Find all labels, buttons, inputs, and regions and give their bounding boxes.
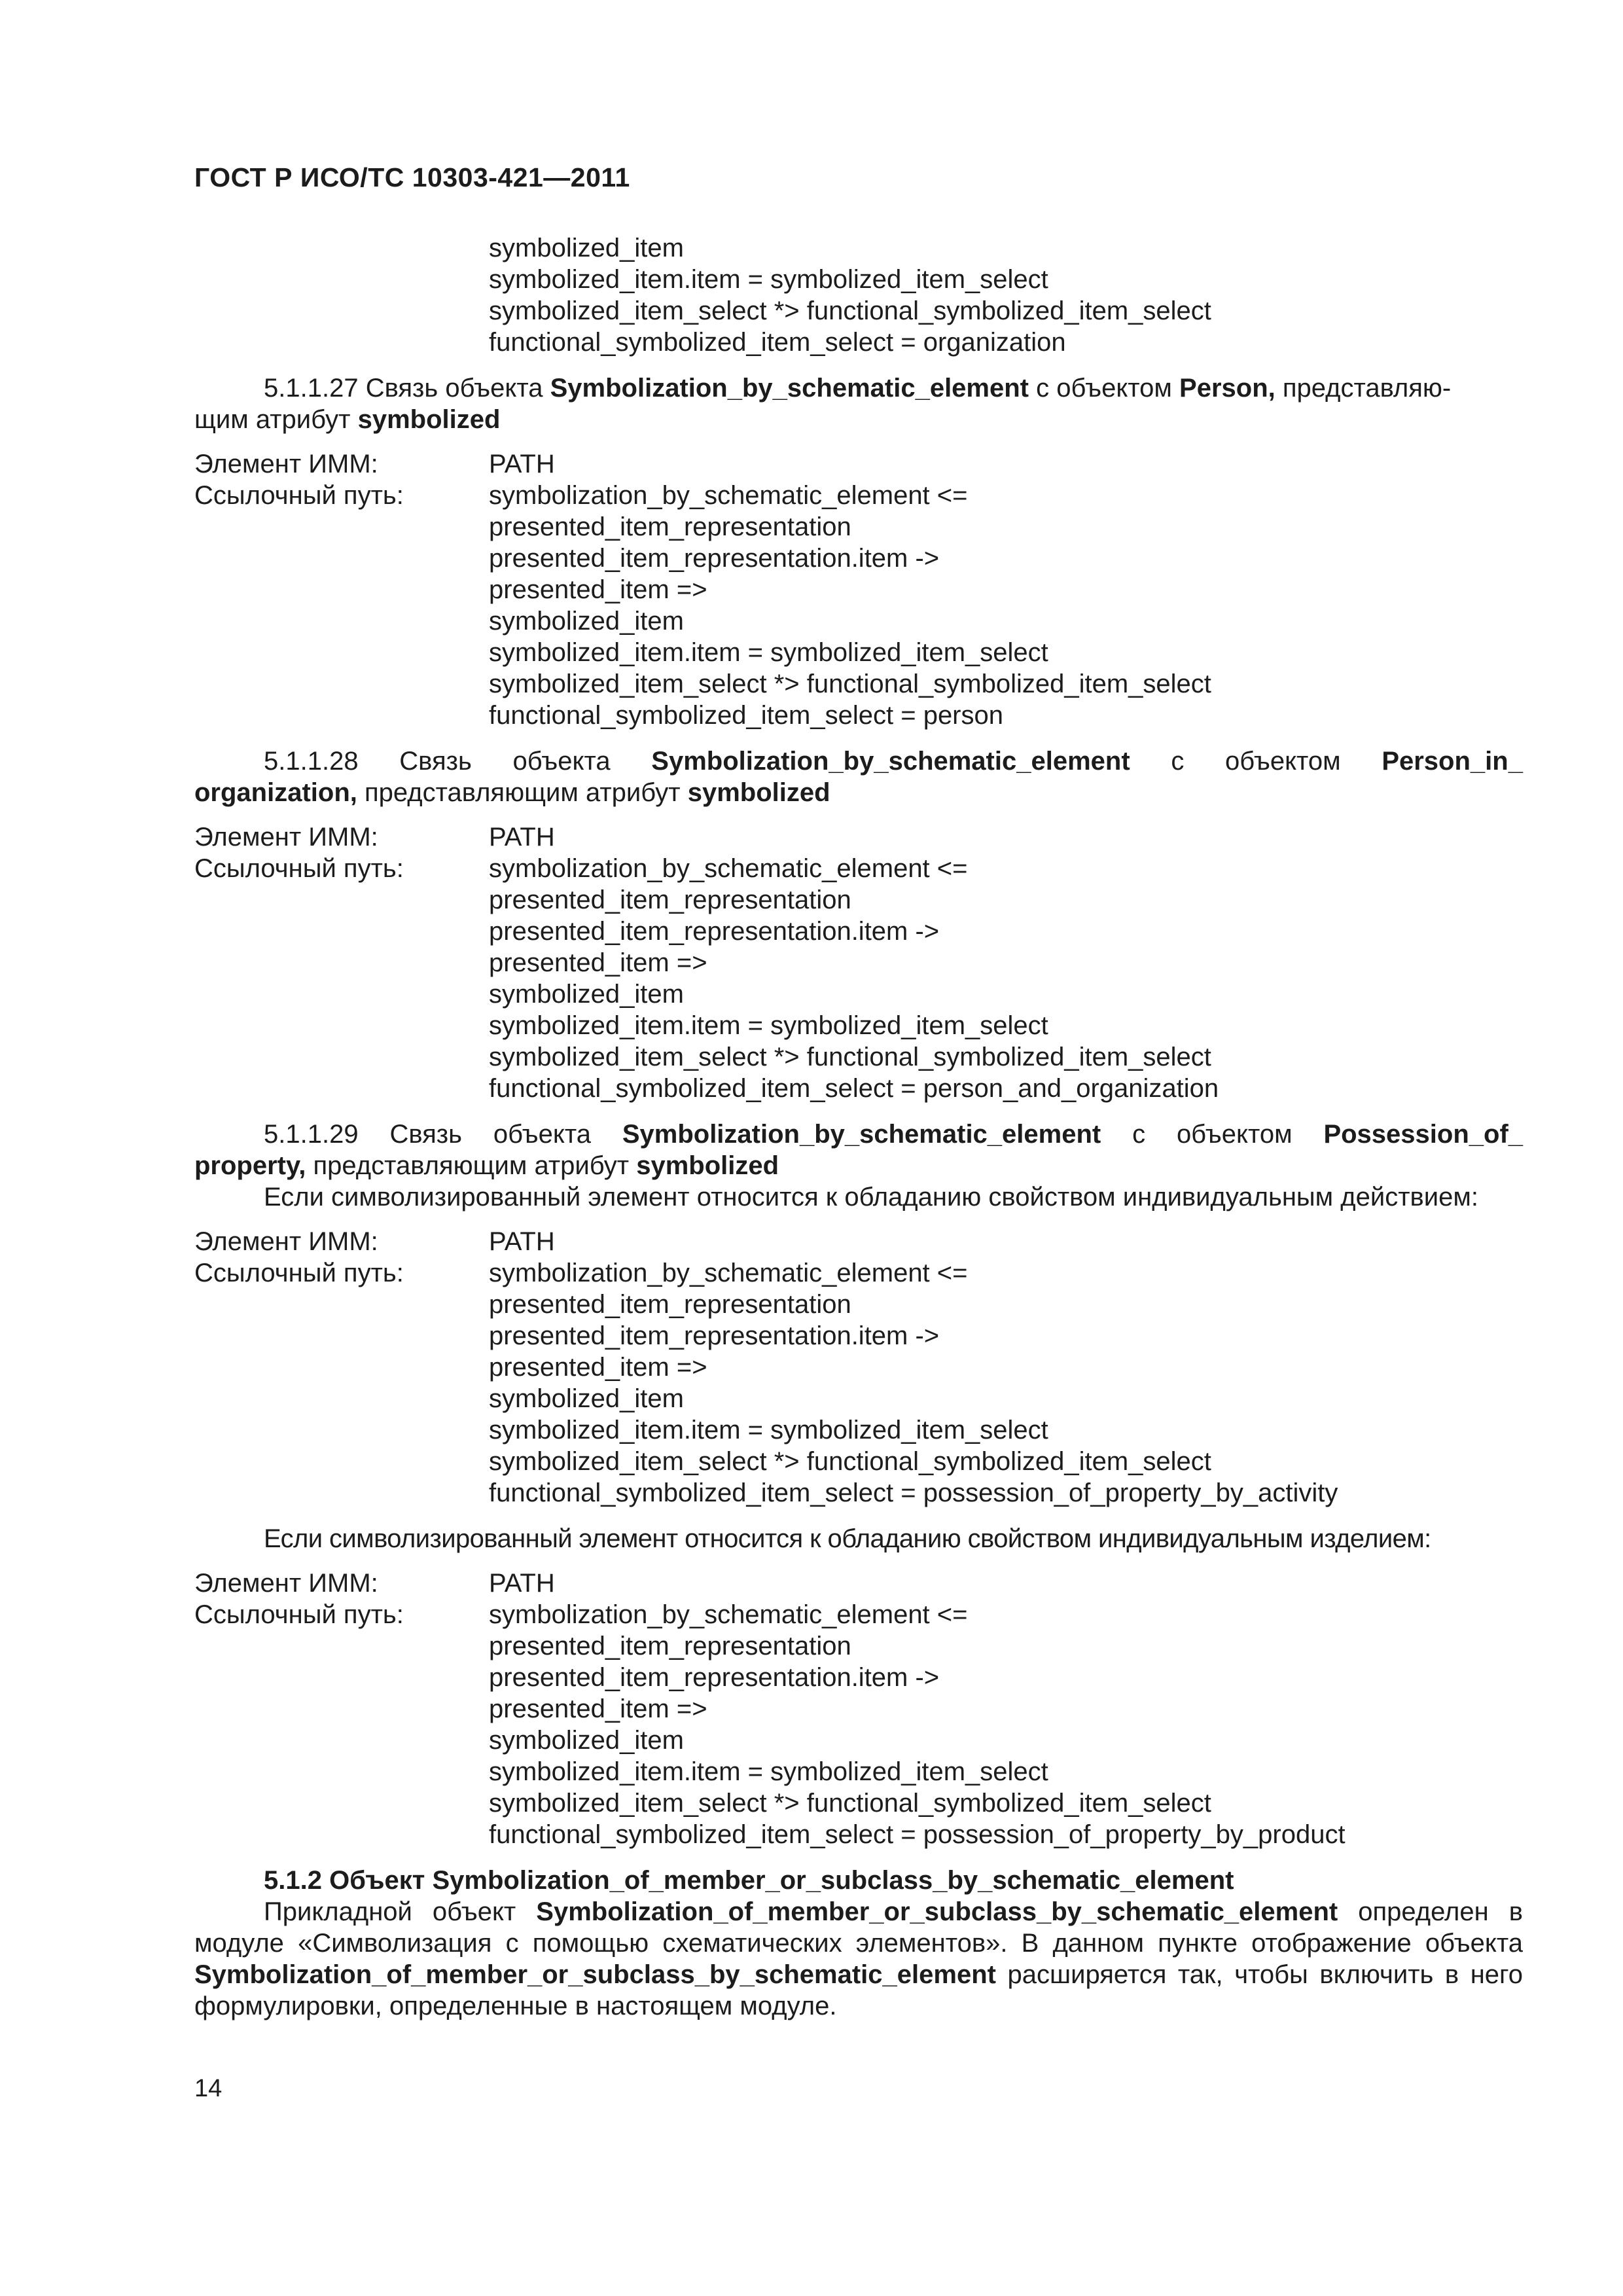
path-line: functional_symbolized_item_select = organization: [489, 328, 1066, 357]
path-line: functional_symbolized_item_select = possession_of_property_by_product: [489, 1820, 1346, 1849]
path-line: symbolized_item_select *> functional_symbolized_item_select: [489, 1447, 1211, 1476]
ref-path-label: Ссылочный путь:: [194, 481, 404, 510]
section-5-1-1-29-heading: 5.1.1.29 Связь объекта Symbolization_by_schematic_element с объектом Possession_of_: [264, 1120, 1524, 1149]
attribute-name: symbolized: [357, 405, 501, 434]
path-line: symbolized_item: [489, 1384, 684, 1413]
page-number: 14: [194, 2075, 223, 2102]
element-value: PATH: [489, 1227, 555, 1256]
element-label: Элемент ИММ:: [194, 1227, 378, 1256]
attribute-name: symbolized: [636, 1151, 779, 1180]
path-line: symbolized_item: [489, 980, 684, 1009]
entity-name: Person_in_: [1382, 747, 1523, 776]
ref-path-label: Ссылочный путь:: [194, 1600, 404, 1629]
mapping-table-27: [194, 448, 1523, 731]
path-line: presented_item =>: [489, 1695, 707, 1723]
element-label: Элемент ИММ:: [194, 1569, 378, 1598]
path-line: presented_item_representation.item ->: [489, 544, 940, 573]
path-line: functional_symbolized_item_select = person: [489, 701, 1003, 730]
path-line: symbolized_item: [489, 1726, 684, 1755]
path-line: presented_item_representation: [489, 1632, 851, 1660]
condition-note: Если символизированный элемент относится к обладанию свойством индивидуальным действием:: [264, 1183, 1478, 1211]
element-value: PATH: [489, 1569, 555, 1598]
entity-name: organization,: [194, 778, 357, 807]
entity-name: Person,: [1179, 374, 1275, 403]
path-line: symbolization_by_schematic_element <=: [489, 481, 968, 510]
page-content: symbolized_item symbolized_item.item = symbolized_item_select symbolized_item_select *> functional_symbolized_item_select functional_symbolized_item_select = organization 5.1.1.27 Связь объекта Symbolization_by_schematic_element с объектом Person, представляю- щим атрибут symbolized Элемент ИММ: PATH Ссылочный путь: symbolization_by_schematic_element <= presented_item_representation presented_item_representation.item -> presented_item => symbolized_item symbolized_item.item = symbolized_item_select symbolized_item_select *> functional_symbolized_item_select functional_symbolized_item_select = person 5.1.1.28 Связь объекта Symbolization_by_schematic_element с объектом Person_in_ organization, представляющим атрибут symbolized Элемент ИММ: PATH Ссылочный путь: symbolization_by_schematic_element <= presented_item_representation presented_item_representation.item -> presented_item => symbolized_item symbolized_item.item = symbolized_item_select symbolized_item_select *> functional_symbolized_item_select functional_symbolized_item_select = person_and_organization 5.1.1.29 Связь объекта Symbolization_by_schematic_element с объектом Possession_of_ property, представляющим атрибут symbolized Если символизированный элемент относится к обладанию свойством индивидуальным действием: Элемент ИММ: PATH Ссылочный путь: symbolization_by_schematic_element <= presented_item_representation presented_item_representation.item -> presented_item => symbolized_item symbolized_item.item = symbolized_item_select symbolized_item_select *> functional_symbolized_item_select functional_symbolized_item_select = possession_of_property_by_activity Если символизированный элемент относится к обладанию свойством индивидуальным изделием: Элемент ИММ: PATH Ссылочный путь: symbolization_by_schematic_element <= presented_item_representation presented_item_representation.item -> presented_item => symbolized_item symbolized_item.item = symbolized_item_select symbolized_item_select *> functional_symbolized_item_select functional_symbolized_item_select = possession_of_property_by_product 5.1.2 Объект Symbolization_of_member_or_subclass_by_schematic_element Прикладной объект Symbolization_of_member_or_subclass_by_schematic_element определен в модуле «Символизация с помощью схематических элементов». В данном пункте отображение объекта Symbolization_of_member_or_subclass_by_schematic_element расширяется так, чтобы включить в него формулировки, определенные в настоящем модуле.: [194, 234, 1524, 2020]
path-line: symbolized_item_select *> functional_symbolized_item_select: [489, 1789, 1211, 1818]
path-line: presented_item_representation: [489, 886, 851, 914]
path-line: presented_item_representation: [489, 512, 851, 541]
entity-name: Symbolization_by_schematic_element: [651, 747, 1130, 776]
path-line: presented_item =>: [489, 1353, 707, 1382]
path-line: presented_item_representation: [489, 1290, 851, 1319]
ref-path-label: Ссылочный путь:: [194, 1259, 404, 1287]
section-5-1-2-heading: 5.1.2 Объект Symbolization_of_member_or_subclass_by_schematic_element: [264, 1866, 1234, 1895]
path-line: presented_item =>: [489, 948, 707, 977]
entity-name: Possession_of_: [1323, 1120, 1524, 1149]
path-line: presented_item_representation.item ->: [489, 917, 940, 946]
path-line: symbolized_item: [489, 234, 684, 262]
path-line: functional_symbolized_item_select = possession_of_property_by_activity: [489, 1479, 1338, 1507]
entity-name: Symbolization_of_member_or_subclass_by_schematic_element: [536, 1897, 1338, 1926]
section-number: 5.1.1.29: [264, 1120, 359, 1149]
path-line: symbolization_by_schematic_element <=: [489, 1600, 968, 1629]
section-5-1-1-27-heading: 5.1.1.27 Связь объекта Symbolization_by_schematic_element с объектом Person, представляю-: [264, 374, 1452, 403]
element-value: PATH: [489, 450, 555, 478]
path-line: functional_symbolized_item_select = person_and_organization: [489, 1074, 1219, 1103]
path-line: symbolized_item_select *> functional_symbolized_item_select: [489, 296, 1211, 325]
mapping-table-29-activity: [194, 1226, 1523, 1509]
mapping-table-28: [194, 821, 1523, 1104]
section-number: 5.1.1.28: [264, 747, 359, 776]
element-value: PATH: [489, 823, 555, 852]
section-5-1-1-28-heading: 5.1.1.28 Связь объекта Symbolization_by_schematic_element с объектом Person_in_: [264, 747, 1523, 776]
entity-name: Symbolization_by_schematic_element: [622, 1120, 1101, 1149]
entity-name: Symbolization_by_schematic_element: [550, 374, 1029, 403]
path-line: presented_item_representation.item ->: [489, 1663, 940, 1692]
path-line: symbolized_item.item = symbolized_item_select: [489, 1416, 1048, 1444]
ref-path-label: Ссылочный путь:: [194, 854, 404, 883]
path-line: symbolization_by_schematic_element <=: [489, 854, 968, 883]
mapping-table-29-product: [194, 1568, 1523, 1850]
path-line: symbolized_item_select *> functional_symbolized_item_select: [489, 1043, 1211, 1071]
element-label: Элемент ИММ:: [194, 450, 378, 478]
path-line: symbolization_by_schematic_element <=: [489, 1259, 968, 1287]
top-path-block: [194, 232, 1523, 358]
path-line: presented_item_representation.item ->: [489, 1321, 940, 1350]
path-line: symbolized_item.item = symbolized_item_select: [489, 638, 1048, 667]
document-header: ГОСТ Р ИСО/ТС 10303-421—2011: [194, 162, 630, 192]
path-line: symbolized_item.item = symbolized_item_select: [489, 1011, 1048, 1040]
element-label: Элемент ИММ:: [194, 823, 378, 852]
entity-name: property,: [194, 1151, 306, 1180]
section-number: 5.1.1.27: [264, 374, 359, 403]
path-line: presented_item =>: [489, 575, 707, 604]
path-line: symbolized_item: [489, 607, 684, 636]
section-5-1-2-body: Прикладной объект Symbolization_of_member_or_subclass_by_schematic_element определен в модуле «Символизация с помощью схематических элементов». В данном пункте отображение объекта Symbolization_of_member_or_subclass_by_schematic_element расширяется так, чтобы включить в него формулировки, определенные в настоящем модуле.: [194, 1897, 1523, 2020]
entity-name: Symbolization_of_member_or_subclass_by_schematic_element: [194, 1960, 996, 1989]
condition-note: Если символизированный элемент относится к обладанию свойством индивидуальным изделием:: [264, 1524, 1431, 1553]
path-line: symbolized_item.item = symbolized_item_select: [489, 1757, 1048, 1786]
path-line: symbolized_item.item = symbolized_item_select: [489, 265, 1048, 294]
path-line: symbolized_item_select *> functional_symbolized_item_select: [489, 670, 1211, 698]
attribute-name: symbolized: [687, 778, 830, 807]
